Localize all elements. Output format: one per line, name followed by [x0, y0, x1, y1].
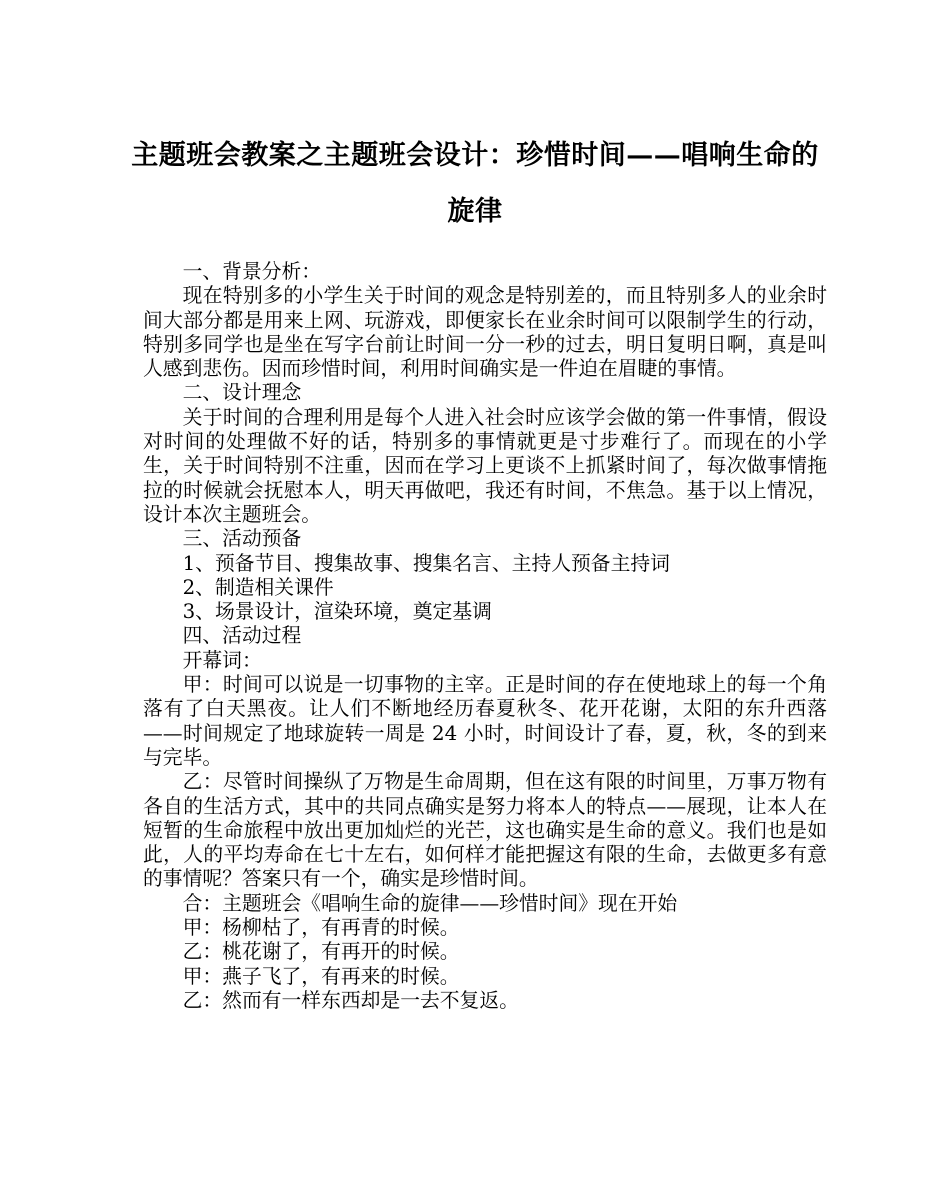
paragraph: 开幕词：: [182, 648, 262, 672]
document-body: [143, 260, 827, 1013]
paragraph: 甲：时间可以说是一切事物的主宰。正是时间的存在使地球上的每一个角落有了白天黑夜。让人们不断地经历春夏秋冬、花开花谢，太阳的东升西落——时间规定了地球旋转一周是 24 小时，时间设计了春，夏，秋，冬的到来与完毕。: [143, 673, 827, 769]
paragraph: 乙：桃花谢了，有再开的时候。: [182, 940, 460, 964]
paragraph: 乙：尽管时间操纵了万物是生命周期，但在这有限的时间里，万事万物有各自的生活方式，其中的共同点确实是努力将本人的特点——展现，让本人在短暂的生命旅程中放出更加灿烂的光芒，这也确实是生命的意义。我们也是如此，人的平均寿命在七十左右，如何样才能把握这有限的生命，去做更多有意的事情呢？答案只有一个，确实是珍惜时间。: [143, 770, 827, 891]
paragraph: 1、预备节目、搜集故事、搜集名言、主持人预备主持词: [182, 551, 670, 575]
paragraph: 二、设计理念: [182, 381, 302, 405]
paragraph: 一、背景分析：: [182, 260, 322, 283]
paragraph: 2、制造相关课件: [182, 575, 334, 599]
document-title: 主题班会教案之主题班会设计：珍惜时间——唱响生命的旋律: [131, 140, 819, 227]
paragraph: 3、场景设计，渲染环境，奠定基调: [182, 600, 492, 624]
paragraph: 四、活动过程: [182, 624, 302, 648]
paragraph: 合：主题班会《唱响生命的旋律——珍惜时间》现在开始: [182, 891, 678, 915]
paragraph: 现在特别多的小学生关于时间的观念是特别差的，而且特别多人的业余时间大部分都是用来上网、玩游戏，即便家长在业余时间可以限制学生的行动，特别多同学也是坐在写字台前让时间一分一秒的过去，明日复明日啊，真是叫人感到悲伤。因而珍惜时间，利用时间确实是一件迫在眉睫的事情。: [143, 284, 827, 381]
paragraph: 关于时间的合理利用是每个人进入社会时应该学会做的第一件事情，假设对时间的处理做不好的话，特别多的事情就更是寸步难行了。而现在的小学生，关于时间特别不注重，因而在学习上更谈不上抓紧时间了，每次做事情拖拉的时候就会抚慰本人，明天再做吧，我还有时间，不焦急。基于以上情况，设计本次主题班会。: [143, 405, 827, 526]
paragraph: 三、活动预备: [182, 527, 302, 551]
paragraph: 乙：然而有一样东西却是一去不复返。: [182, 988, 519, 1012]
paragraph: 甲：燕子飞了，有再来的时候。: [182, 964, 460, 988]
paragraph: 甲：杨柳枯了，有再青的时候。: [182, 916, 460, 940]
